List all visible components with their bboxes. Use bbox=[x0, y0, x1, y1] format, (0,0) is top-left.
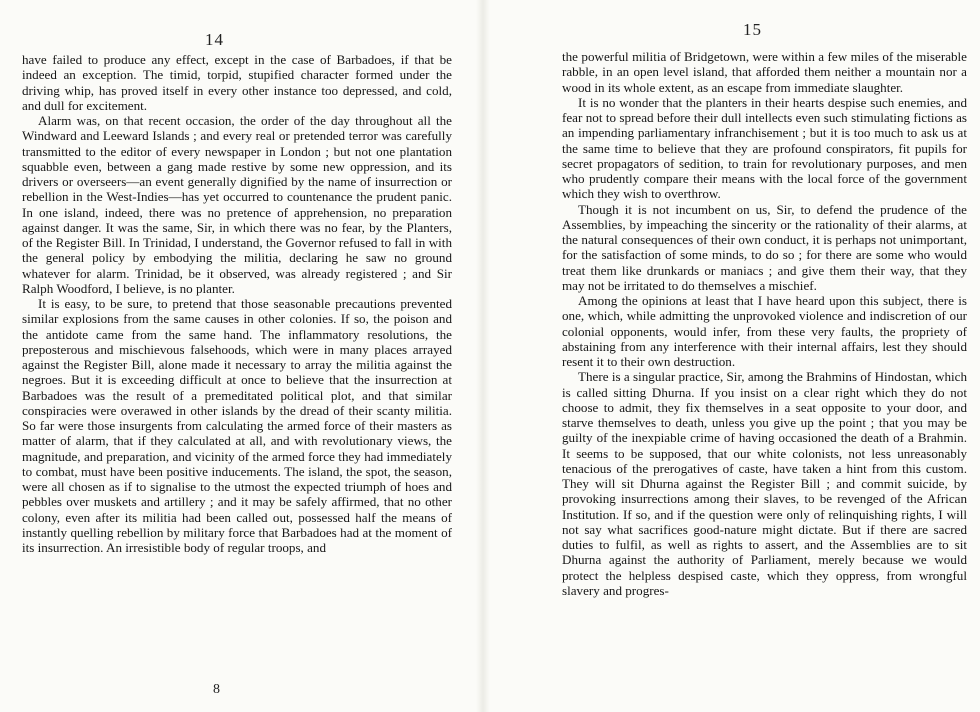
paragraph: have failed to produce any effect, except in the case of Barbadoes, if that be indeed an exception. The timid, torpid, stupified character formed under the driving whip, has proved itself in every other instance too depressed, and cold, and dull for excitement. bbox=[22, 52, 452, 113]
page-number-left: 14 bbox=[205, 30, 224, 49]
left-page-body bbox=[22, 52, 452, 555]
right-page bbox=[500, 0, 980, 712]
paragraph: Alarm was, on that recent occasion, the order of the day throughout all the Windward and Leeward Islands ; and every real or pretended terror was carefully transmitted to the editor of every newspaper in London ; but not one plantation squabble even, between a gang made restive by some new oppression, and its drivers or overseers—an event generally dignified by the name of insurrection or rebellion in the West-Indies—has yet occurred to countenance the prudent panic. In one island, indeed, there was no pretence of apprehension, no preparation against danger. It was the same, Sir, in which there was no fear, by the Planters, of the Register Bill. In Trinidad, I understand, the Governor refused to fall in with the general policy by embodying the militia, declaring he saw no ground whatever for alarm. Trinidad, be it observed, was already registered ; and Sir Ralph Woodford, I believe, is no planter. bbox=[22, 113, 452, 296]
signature-mark: 8 bbox=[213, 682, 220, 697]
paragraph: It is no wonder that the planters in their hearts despise such enemies, and fear not to spread before their dull intellects even such stimulating fictions as an impending parliamentary infranchisement ; but it is too much to ask us at the same time to believe that they are profound conspirators, fit pupils for secret propagators of sedition, to train for revolutionary purposes, and men who prudently compare their means with the local force of the government which they wish to overthrow. bbox=[562, 94, 967, 202]
page-number-right: 15 bbox=[743, 20, 762, 39]
paragraph: Among the opinions at least that I have heard upon this subject, there is one, which, while admitting the unprovoked violence and indiscretion of our colonial opponents, would infer, from these very faults, the propriety of abstaining from any interference with their internal affairs, lest they should resent it to their own destruction. bbox=[562, 293, 967, 369]
left-page bbox=[0, 0, 468, 712]
paragraph: There is a singular practice, Sir, among the Brahmins of Hindostan, which is called sitting Dhurna. If you insist on a clear right which they do not choose to admit, they fix themselves in a seat opposite to your door, and starve themselves to death, unless you give up the point ; that you may be guilty of the inexpiable crime of having occasioned the death of a Brahmin. It seems to be supposed, that our white colonists, not less unreasonably tenacious of the prerogatives of caste, have taken a hint from this custom. They will sit Dhurna against the Register Bill ; and commit suicide, by provoking insurrections among their slaves, to be revenged of the African Institution. If so, and if the question were only of relinquishing rights, I will not say what sacrifices good-nature might dictate. But if there are sacred duties to fulfil, as well as rights to assert, and the Assemblies are to sit Dhurna against the authority of Parliament, merely because we would protect the helpless despised caste, which they oppress, from wrongful slavery and progres- bbox=[562, 369, 967, 598]
book-spine bbox=[476, 0, 490, 712]
paragraph: Though it is not incumbent on us, Sir, to defend the prudence of the Assemblies, by impeaching the sincerity or the rationality of their alarms, at the natural consequences of their own conduct, it is perhaps not unimportant, for the satisfaction of some minds, to do so ; for there are some who would treat them like drunkards or maniacs ; and give them their way, that they may not be irritated to do themselves a mischief. bbox=[562, 201, 967, 293]
paragraph: It is easy, to be sure, to pretend that those seasonable precautions prevented similar explosions from the same causes in other colonies. If so, the poison and the antidote came from the same hand. The inflammatory resolutions, the preposterous and mischievous falsehoods, which were in many places arrayed against the Register Bill, alone made it necessary to array the militia against the negroes. But it is exceeding difficult at once to believe that the insurrection at Barbadoes was the result of a premeditated political plot, and that similar conspiracies were overawed in other islands by the dread of their scanty militia. So far were those insurgents from calculating the armed force of their masters as matter of alarm, that if they calculated at all, and with revolutionary views, the magnitude, and preparation, and vicinity of the armed force they had immediately to combat, must have been positive inducements. The island, the spot, the season, were all chosen as if to signalise to the utmost the expected triumph of hoes and pebbles over muskets and artillery ; and it may be safely affirmed, that no other colony, even after its militia had been called out, possessed half the means of instantly quelling rebellion by military force that Barbadoes had at the moment of its insurrection. An irresistible body of regular troops, and bbox=[22, 296, 452, 555]
right-page-body bbox=[562, 49, 967, 598]
paragraph: the powerful militia of Bridgetown, were within a few miles of the miserable rabble, in an open level island, that afforded them neither a mountain nor a wood in its whole extent, as an escape from immediate slaughter. bbox=[562, 49, 967, 95]
